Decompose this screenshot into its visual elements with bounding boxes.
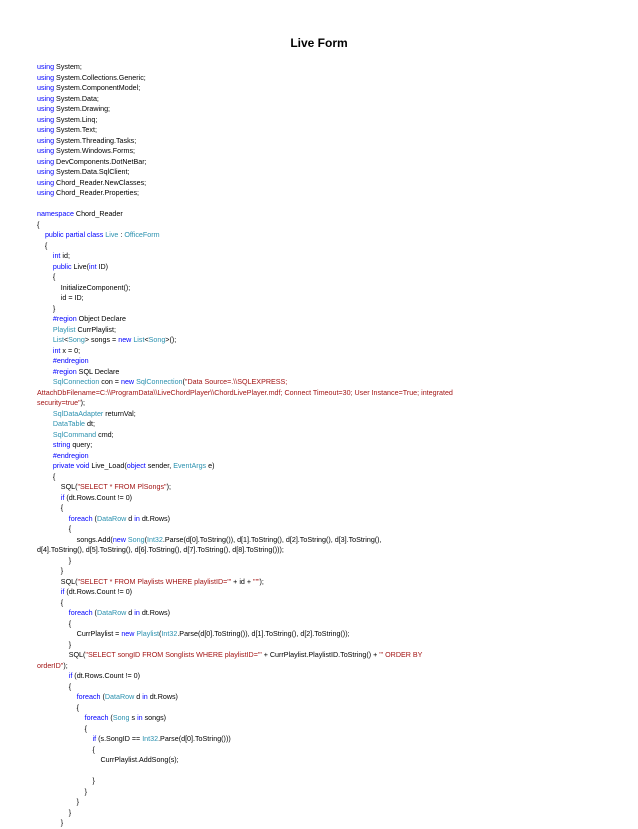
code-token: Live — [105, 231, 119, 239]
code-token: { — [37, 682, 72, 691]
code-line — [37, 629, 607, 640]
code-line — [37, 262, 607, 273]
code-token — [37, 315, 53, 323]
code-token: "' ORDER BY — [379, 651, 423, 659]
code-token: object — [126, 462, 146, 470]
code-token: CurrPlaylist.AddSong(s); — [37, 756, 179, 764]
code-line — [37, 755, 607, 766]
code-token: System.Linq; — [54, 115, 98, 124]
code-token: DataRow — [96, 514, 127, 523]
code-token: } — [37, 808, 72, 817]
code-token: { — [37, 220, 40, 229]
code-token: List — [133, 336, 145, 344]
code-token: #region — [52, 315, 77, 323]
code-token — [37, 420, 53, 428]
code-line — [37, 461, 607, 472]
code-line — [37, 797, 607, 808]
code-token: ( — [159, 630, 162, 638]
code-token: System.Data.SqlClient; — [54, 168, 130, 176]
code-line — [37, 157, 607, 168]
code-token — [37, 410, 53, 418]
code-token — [37, 714, 85, 722]
code-line — [37, 482, 607, 493]
code-token: { — [37, 703, 80, 712]
code-token: in — [142, 693, 148, 701]
code-token: System.Data; — [54, 94, 99, 103]
code-token: .Parse(d[0].ToString()), d[1].ToString(), d[2].ToString(), d[3].ToString(), — [162, 535, 382, 544]
code-token: Chord_Reader — [73, 210, 123, 218]
code-token: using — [37, 84, 55, 92]
code-token: System; — [54, 63, 82, 71]
code-line — [37, 283, 607, 294]
code-token: int — [52, 346, 61, 355]
code-token: System.Windows.Forms; — [54, 147, 136, 155]
code-line — [37, 608, 607, 619]
code-line — [37, 808, 607, 819]
code-token: + CurrPlaylist.PlaylistID.ToString() + — [261, 651, 380, 659]
code-token: ); — [166, 483, 171, 491]
code-line — [37, 230, 607, 241]
code-token — [37, 735, 93, 743]
code-token: x = 0; — [60, 346, 81, 355]
code-token: new — [118, 336, 132, 344]
code-token: OfficeForm — [124, 231, 160, 239]
code-token: void — [76, 462, 90, 470]
code-token: Int32 — [146, 535, 163, 544]
code-token: } — [37, 798, 80, 806]
code-token: dt.Rows) — [147, 693, 178, 701]
code-token: System.Text; — [54, 126, 97, 134]
code-token — [37, 441, 53, 449]
code-token: new — [121, 630, 135, 638]
code-line — [37, 745, 607, 756]
code-token: using — [37, 94, 55, 103]
code-token: System.ComponentModel; — [54, 84, 141, 92]
code-token — [37, 263, 53, 271]
code-line — [37, 220, 607, 231]
code-token: ); — [259, 577, 264, 586]
code-token: System.Threading.Tasks; — [54, 136, 137, 145]
code-line — [37, 577, 607, 588]
code-token: ( — [92, 609, 97, 617]
code-token: { — [37, 241, 48, 250]
page-title: Live Form — [290, 36, 348, 50]
code-line — [37, 545, 607, 556]
code-token: ( — [100, 693, 105, 701]
code-token: private — [52, 462, 75, 470]
code-line — [37, 671, 607, 682]
code-line — [37, 188, 607, 199]
code-token: (dt.Rows.Count != 0) — [64, 588, 133, 596]
code-token: id = ID; — [37, 294, 84, 302]
code-token: System.Collections.Generic; — [54, 73, 146, 82]
code-token: Song — [127, 535, 145, 544]
code-token: + id + — [231, 577, 254, 586]
code-token: foreach — [76, 693, 101, 701]
code-token: >(); — [165, 336, 177, 344]
code-token: songs) — [142, 714, 167, 722]
code-line — [37, 419, 607, 430]
code-token: using — [37, 189, 55, 197]
code-line — [37, 818, 607, 829]
code-token: using — [37, 63, 55, 71]
code-line — [37, 146, 607, 157]
code-line — [37, 787, 607, 798]
code-line — [37, 650, 607, 661]
code-token: new — [120, 378, 135, 386]
code-token: < — [64, 336, 69, 344]
code-token: : — [118, 231, 125, 239]
code-token: foreach — [68, 609, 93, 617]
code-token: { — [37, 598, 64, 607]
code-token: ( — [182, 378, 185, 386]
code-token: using — [37, 157, 55, 166]
code-token: { — [37, 504, 64, 512]
code-line — [37, 524, 607, 535]
code-token: { — [37, 745, 95, 754]
code-token: ); — [80, 399, 85, 407]
code-token — [37, 231, 45, 239]
code-token — [37, 672, 69, 680]
code-token: .Parse(d[0].ToString()), d[1].ToString(), d[2].ToString()); — [177, 630, 350, 638]
code-token: SQL( — [37, 651, 86, 659]
code-line — [37, 356, 607, 367]
code-line — [37, 314, 607, 325]
code-token: List — [52, 336, 64, 344]
code-token: SQL Declare — [76, 367, 120, 376]
code-token: class — [87, 231, 104, 239]
code-token: Song — [112, 714, 130, 722]
code-line — [37, 367, 607, 378]
code-token: System.Drawing; — [54, 105, 111, 113]
code-line — [37, 535, 607, 546]
code-token: using — [37, 115, 55, 124]
code-line — [37, 104, 607, 115]
code-token: SqlDataAdapter — [52, 409, 104, 418]
code-token: SQL( — [37, 483, 78, 491]
code-token: { — [37, 724, 87, 733]
code-line — [37, 167, 607, 178]
code-line — [37, 713, 607, 724]
code-line — [37, 73, 607, 84]
code-token: } — [37, 640, 72, 649]
code-token: if — [60, 588, 65, 596]
code-line — [37, 619, 607, 630]
code-token: id; — [60, 252, 70, 260]
code-token: < — [144, 336, 149, 344]
code-line — [37, 514, 607, 525]
code-token: .Parse(d[0].ToString())) — [158, 735, 231, 743]
code-token: dt.Rows) — [139, 514, 170, 523]
code-token: ( — [144, 535, 147, 544]
code-token: DataRow — [96, 609, 127, 617]
code-token: Int32 — [142, 735, 159, 743]
code-line — [37, 115, 607, 126]
code-line — [37, 388, 607, 399]
code-token: > songs = — [84, 336, 119, 344]
code-token: namespace — [37, 210, 74, 218]
code-line — [37, 409, 607, 420]
code-token: DataRow — [104, 693, 135, 701]
code-line — [37, 293, 607, 304]
code-line — [37, 734, 607, 745]
code-token: { — [37, 472, 56, 481]
code-token: if — [92, 735, 97, 743]
code-token — [37, 515, 69, 523]
code-token: (dt.Rows.Count != 0) — [64, 493, 133, 502]
code-token: using — [37, 126, 55, 134]
code-token: "SELECT * FROM Playlists WHERE playlistID='" — [77, 577, 232, 586]
code-line — [37, 304, 607, 315]
code-token: Song — [148, 336, 166, 344]
code-line — [37, 325, 607, 336]
code-token: (s.SongID == — [96, 735, 143, 743]
code-line — [37, 598, 607, 609]
code-token: "SELECT songID FROM Songlists WHERE playlistID='" — [85, 651, 262, 659]
code-token: Playlist — [136, 630, 160, 638]
code-token: ( — [92, 514, 97, 523]
code-token: SqlConnection — [52, 378, 100, 386]
code-token: (dt.Rows.Count != 0) — [72, 672, 140, 680]
code-line — [37, 661, 607, 672]
code-token: #endregion — [52, 357, 89, 365]
code-token: } — [37, 787, 87, 796]
code-line — [37, 125, 607, 136]
code-token: d — [126, 514, 135, 523]
code-line — [37, 440, 607, 451]
code-token: orderID" — [37, 661, 64, 670]
code-token: songs.Add( — [37, 535, 113, 544]
code-token: public — [52, 262, 72, 271]
code-token — [37, 588, 61, 596]
code-token: new — [112, 535, 126, 544]
code-line — [37, 556, 607, 567]
code-line — [37, 199, 607, 210]
code-line — [37, 335, 607, 346]
code-token: if — [60, 493, 65, 502]
code-token: #region — [52, 367, 77, 376]
code-token: Chord_Reader.Properties; — [54, 189, 140, 197]
code-token: Object Declare — [76, 315, 126, 323]
code-token: foreach — [68, 514, 93, 523]
code-token: in — [134, 514, 140, 523]
code-token: #endregion — [52, 451, 89, 460]
code-token: { — [37, 273, 56, 281]
code-listing — [37, 62, 607, 829]
code-token: Int32 — [161, 630, 178, 638]
code-token: s — [129, 714, 138, 722]
code-line — [37, 62, 607, 73]
code-token: Live( — [71, 262, 90, 271]
code-line — [37, 272, 607, 283]
code-token: DataTable — [52, 420, 86, 428]
code-token: public — [44, 231, 64, 239]
code-token — [37, 357, 53, 365]
code-token: "'" — [253, 577, 260, 586]
code-token: } — [37, 777, 95, 785]
code-token: cmd; — [96, 430, 114, 439]
code-token: DevComponents.DotNetBar; — [54, 157, 147, 166]
code-token: query; — [70, 441, 93, 449]
code-token: returnVal; — [103, 409, 136, 418]
code-token: foreach — [84, 714, 109, 722]
code-token — [37, 252, 53, 260]
code-token: using — [37, 73, 55, 82]
code-token: partial — [65, 231, 86, 239]
code-token: SqlConnection — [136, 378, 183, 386]
code-line — [37, 776, 607, 787]
code-token: Live_Load( — [89, 462, 127, 470]
code-line — [37, 682, 607, 693]
code-line — [37, 640, 607, 651]
code-line — [37, 136, 607, 147]
code-token: } — [37, 304, 56, 313]
code-line — [37, 377, 607, 388]
code-token: SqlCommand — [52, 430, 97, 439]
code-line — [37, 94, 607, 105]
code-line — [37, 241, 607, 252]
code-token: dt; — [85, 420, 95, 428]
code-line — [37, 398, 607, 409]
code-token — [37, 368, 53, 376]
code-token — [37, 326, 53, 334]
code-token: int — [52, 252, 61, 260]
code-line — [37, 251, 607, 262]
code-token: in — [137, 714, 143, 722]
code-token: d[4].ToString(), d[5].ToString(), d[6].ToString(), d[7].ToString(), d[8].ToString())); — [37, 546, 284, 554]
code-line — [37, 430, 607, 441]
code-line — [37, 451, 607, 462]
code-token: CurrPlaylist; — [75, 325, 116, 334]
code-token: AttachDbFilename=C:\\ProgramData\\LiveChordPlayer\\ChordLivePlayer.mdf; Connect Timeout=30; User Instance=True; integrated — [37, 388, 453, 397]
code-token — [37, 693, 77, 701]
code-line — [37, 178, 607, 189]
code-line — [37, 587, 607, 598]
code-token — [37, 431, 53, 439]
code-token: CurrPlaylist = — [37, 630, 122, 638]
code-token: string — [52, 441, 71, 449]
code-token: con = — [99, 378, 121, 386]
code-token: { — [37, 619, 72, 628]
code-token — [37, 609, 69, 617]
code-token: int — [89, 262, 97, 271]
code-line — [37, 503, 607, 514]
code-line — [37, 703, 607, 714]
code-token: sender, — [145, 462, 174, 470]
code-token: security=true" — [37, 399, 81, 407]
code-token: { — [37, 525, 72, 533]
code-token: in — [134, 609, 140, 617]
code-token — [37, 462, 53, 470]
code-token: d — [126, 609, 135, 617]
code-line — [37, 346, 607, 357]
code-token: using — [37, 178, 55, 187]
code-token: using — [37, 105, 55, 113]
code-token: if — [68, 672, 73, 680]
code-token: "Data Source=.\\SQLEXPRESS; — [184, 378, 288, 386]
code-token: } — [37, 567, 64, 575]
code-token: } — [37, 556, 72, 565]
code-line — [37, 692, 607, 703]
code-line — [37, 472, 607, 483]
code-token: EventArgs — [173, 462, 207, 470]
code-token: Song — [68, 336, 85, 344]
code-token: using — [37, 147, 55, 155]
code-line — [37, 493, 607, 504]
code-line — [37, 83, 607, 94]
code-token — [37, 452, 53, 460]
code-token — [37, 336, 53, 344]
code-token: using — [37, 136, 55, 145]
code-token: e) — [206, 462, 215, 470]
code-line — [37, 566, 607, 577]
code-token: "SELECT * FROM PlSongs" — [77, 483, 167, 491]
code-token: ); — [63, 661, 68, 670]
code-token — [37, 494, 61, 502]
code-token: } — [37, 819, 64, 827]
code-token: InitializeComponent(); — [37, 283, 131, 292]
code-token: d — [134, 693, 143, 701]
code-line — [37, 209, 607, 220]
code-token: using — [37, 168, 55, 176]
code-token — [37, 378, 53, 386]
code-line — [37, 766, 607, 777]
code-token: dt.Rows) — [139, 609, 170, 617]
code-token — [37, 347, 53, 355]
code-token: ID) — [96, 262, 109, 271]
code-line — [37, 724, 607, 735]
code-token: SQL( — [37, 577, 78, 586]
code-token: Chord_Reader.NewClasses; — [54, 178, 147, 187]
code-token: ( — [108, 714, 113, 722]
code-token: Playlist — [52, 325, 76, 334]
